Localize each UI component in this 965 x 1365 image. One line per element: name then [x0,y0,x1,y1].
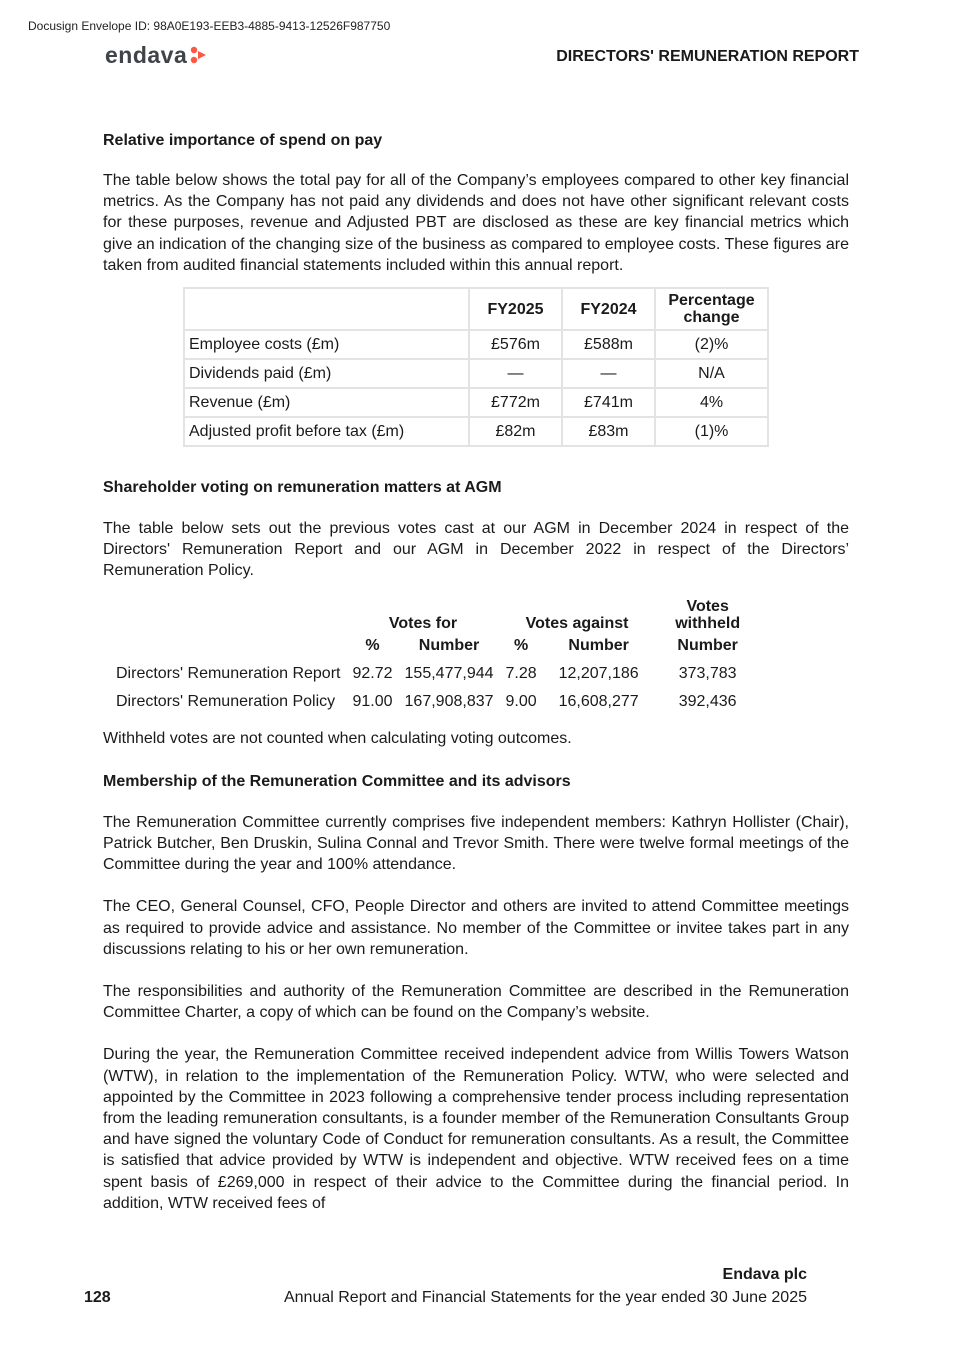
table-cell: £772m [469,388,562,417]
table-cell: 7.28 [505,664,537,682]
footer-company-name: Endava plc [722,1266,807,1283]
table-header-cell: Number [568,637,629,655]
table-header-cell: % [365,637,380,655]
spend-on-pay-table [183,287,769,447]
table-cell: N/A [655,359,768,388]
table-header-cell: Percentage change [655,288,768,330]
table-row [110,660,761,688]
table-row-label: Directors' Remuneration Policy [116,692,336,710]
table-header-cell [110,632,346,660]
committee-paragraph: The CEO, General Counsel, CFO, People Director and others are invited to attend Committee meetings as required to provide advice and assistance. No member of the Committee or invitee takes part in any discussions relating to his or her own remuneration. [103,898,849,958]
table-row-label: Dividends paid (£m) [184,359,469,388]
table-row [110,688,761,716]
table-cell: £741m [562,388,655,417]
table-header-cell [184,288,469,330]
table-cell: £576m [469,330,562,359]
table-header-cell: FY2025 [469,288,562,330]
table-cell: 16,608,277 [558,692,639,710]
docusign-envelope-id: Docusign Envelope ID: 98A0E193-EEB3-4885-9413-12526F987750 [28,19,391,33]
table-cell: (1)% [655,417,768,446]
table-cell: 4% [655,388,768,417]
endava-logo-icon [190,46,208,64]
shareholder-voting-paragraph: The table below sets out the previous votes cast at our AGM in December 2024 in respect of the Directors' Remuneration Report and our AGM in December 2022 in respect of the Directors’ Remuneration Policy. [103,520,849,580]
table-header-cell: Number [677,637,738,655]
table-group-header: Votes for [388,614,458,632]
table-cell: 91.00 [352,692,393,710]
table-header-cell: % [513,637,529,655]
table-row-label: Adjusted profit before tax (£m) [184,417,469,446]
main-content [103,130,849,1214]
table-row [184,359,768,388]
table-cell: 92.72 [352,664,393,682]
table-row [184,388,768,417]
table-cell: — [562,359,655,388]
table-cell: — [469,359,562,388]
table-group-header: Votes against [525,614,629,632]
footer-report-title: Annual Report and Financial Statements for the year ended 30 June 2025 [283,1289,807,1306]
table-cell: 12,207,186 [558,664,639,682]
voting-results-table [110,594,761,716]
table-row-label: Employee costs (£m) [184,330,469,359]
table-cell: 392,436 [678,692,737,710]
table-cell: £82m [469,417,562,446]
table-cell: 373,783 [678,664,737,682]
section-heading-spend-on-pay: Relative importance of spend on pay [103,132,383,149]
table-group-header: Votes withheld [675,597,741,632]
table-header-cell [110,594,346,632]
table-row-label: Directors' Remuneration Report [116,664,341,682]
table-cell: £588m [562,330,655,359]
table-cell: (2)% [655,330,768,359]
committee-paragraph: The Remuneration Committee currently comprises five independent members: Kathryn Hollister (Chair), Patrick Butcher, Ben Druskin, Sulina Connal and Trevor Smith. There were twelve formal meetings of the Committee during the year and 100% attendance. [103,813,849,874]
table-cell: 9.00 [505,692,537,710]
table-cell: 155,477,944 [404,664,494,682]
table-row [184,330,768,359]
table-header-cell: Number [418,637,480,655]
table-cell: 167,908,837 [404,692,494,710]
committee-paragraph: The responsibilities and authority of the Remuneration Committee are described in the Remuneration Committee Charter, a copy of which can be found on the Company’s website. [103,983,849,1022]
page-number: 128 [84,1289,111,1306]
section-heading-remuneration-committee: Membership of the Remuneration Committee and its advisors [103,772,571,790]
section-heading-shareholder-voting: Shareholder voting on remuneration matters at AGM [103,479,502,497]
table-row-label: Revenue (£m) [184,388,469,417]
logo-wordmark: endava [105,41,188,68]
report-section-title: DIRECTORS' REMUNERATION REPORT [556,48,859,65]
table-header-row [110,632,761,660]
table-header-cell: FY2024 [562,288,655,330]
spend-on-pay-paragraph: The table below shows the total pay for all of the Company’s employees compared to other key financial metrics. As the Company has not paid any dividends and does not have other significant relevant costs for these purposes, revenue and Adjusted PBT are disclosed as these are key financial metrics which give an indication of the changing size of the business as compared to employee costs. These figures are taken from audited financial statements included within this annual report. [103,172,849,274]
endava-logo [105,42,208,68]
table-header-row [184,288,768,330]
table-cell: £83m [562,417,655,446]
table-row [184,417,768,446]
table-group-header-row [110,594,761,632]
withheld-votes-note: Withheld votes are not counted when calculating voting outcomes. [103,729,572,747]
committee-paragraph: During the year, the Remuneration Committee received independent advice from Willis Towers Watson (WTW), in relation to the implementation of the Remuneration Policy. WTW, who were selected and appointed by the Committee in 2023 following a comprehensive tender process including representation from the leading remuneration consultants, is a founder member of the Remuneration Consultants Group and have signed the voluntary Code of Conduct for remuneration consultants. As a result, the Committee is satisfied that advice provided by WTW is independent and objective. WTW received fees on a time spent basis of £269,000 in respect of their advice to the Committee during the financial period. In addition, WTW received fees of [103,1046,849,1212]
